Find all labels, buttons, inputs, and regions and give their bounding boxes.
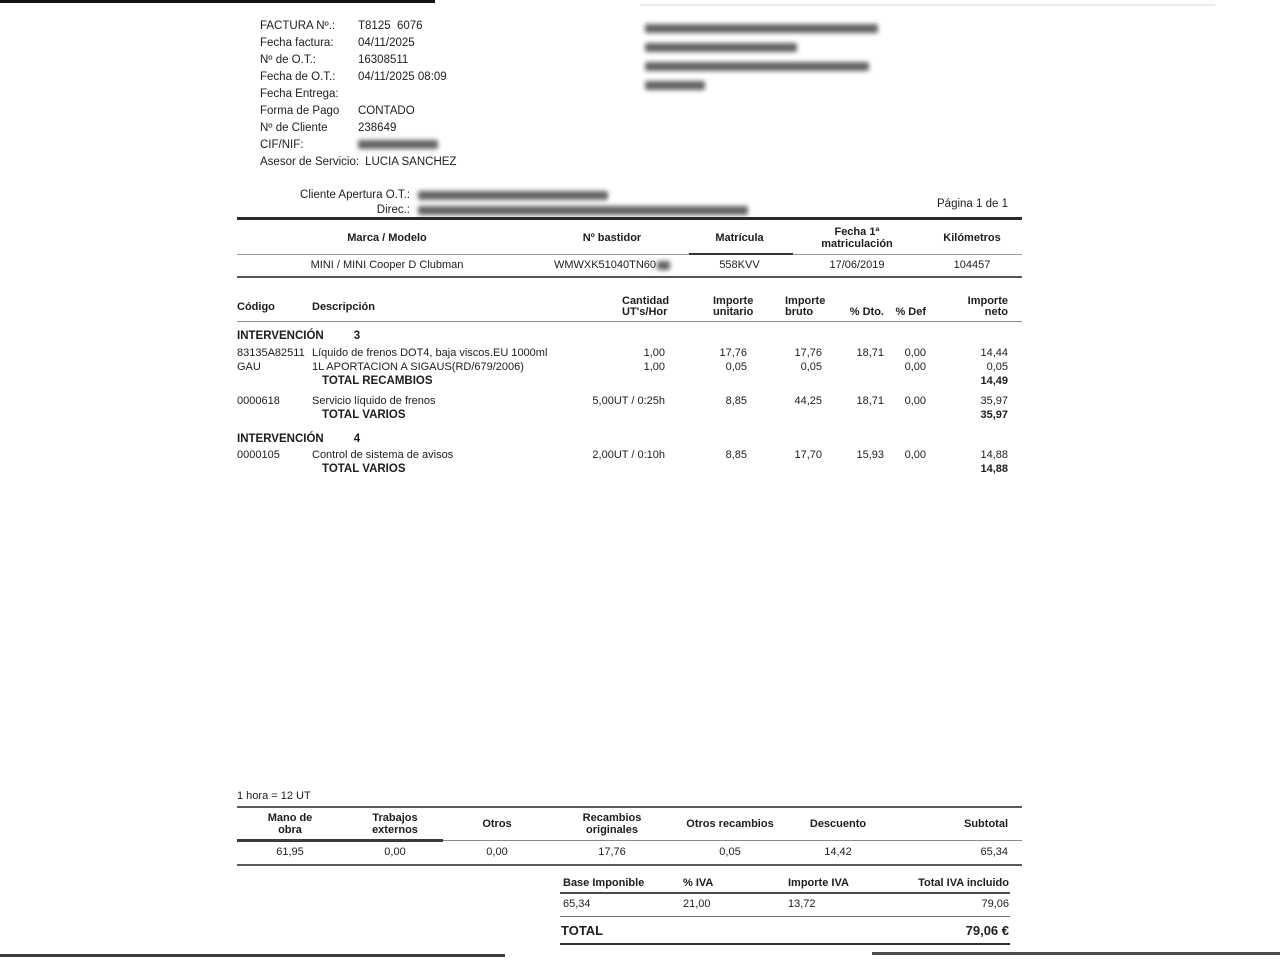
work-order-date-row (260, 69, 456, 86)
totals-summary-table (237, 790, 1022, 866)
item-def-pct: 0,00 (904, 395, 926, 407)
item-unit-price: 8,85 (725, 449, 747, 461)
item-def-pct: 0,00 (904, 347, 926, 359)
customer-number-row (260, 120, 456, 137)
summary-header-underline (237, 840, 1022, 841)
scan-artifact-top (0, 0, 435, 3)
page-number: Página 1 de 1 (937, 198, 1008, 210)
tax-vat-pct-value: 21,00 (683, 898, 711, 910)
grand-total-value: 79,06 € (965, 923, 1009, 938)
vehicle-header-underline (237, 254, 1022, 255)
vehicle-table (237, 224, 1022, 278)
item-net: 14,88 (980, 449, 1008, 461)
service-advisor-label: Asesor de Servicio: (260, 156, 360, 168)
invoice-date-label: Fecha factura: (260, 37, 334, 49)
invoice-date-row (260, 35, 456, 52)
item-discount-pct (822, 361, 884, 373)
summary-header-labor-line1: Mano de (267, 812, 313, 824)
items-header-gross-line2: bruto (785, 306, 814, 318)
summary-discount-value: 14,42 (824, 846, 852, 858)
total-recambios-value: 14,49 (980, 375, 1008, 387)
item-def-pct: 0,00 (904, 361, 926, 373)
total-recambios-row (237, 375, 1022, 387)
vehicle-vin-redacted-tail (657, 261, 670, 270)
customer-address-block-redacted (645, 24, 885, 100)
tax-header-vat-amount: Importe IVA (788, 877, 849, 889)
items-header-net (926, 296, 1022, 318)
total-varios-row (237, 409, 1022, 421)
tax-header-total-incl-vat: Total IVA incluido (918, 877, 1009, 889)
item-unit-price: 8,85 (725, 395, 747, 407)
vehicle-header-make-model: Marca / Modelo (347, 231, 427, 244)
summary-values-row (237, 841, 1022, 864)
invoice-date-value: 04/11/2025 (358, 37, 415, 49)
items-header-unit-price (665, 295, 754, 318)
item-quantity: 2,00UT / 0:10h (592, 449, 665, 461)
vehicle-header-first-registration (792, 227, 922, 250)
item-discount-pct: 18,71 (856, 347, 884, 359)
items-header-quantity-line2: UT's/Hor (622, 306, 668, 318)
summary-header-original-parts-line2: originales (586, 823, 638, 836)
delivery-date-row (260, 86, 456, 103)
scan-artifact-bottom-right (872, 952, 1280, 955)
summary-bottom-rule (237, 864, 1022, 866)
tax-base-value: 65,34 (563, 898, 591, 910)
invoice-number-label: FACTURA Nº.: (260, 20, 336, 32)
tax-header-vat-pct: % IVA (683, 877, 714, 889)
items-header-unit-price-line1: Importe (713, 295, 754, 307)
total-varios-value: 14,88 (980, 463, 1008, 475)
vehicle-header-first-registration-line1: Fecha 1ª (834, 226, 880, 238)
items-header-net-line1: Importe (967, 295, 1008, 307)
item-unit-price: 0,05 (725, 361, 747, 373)
hours-conversion-note: 1 hora = 12 UT (237, 790, 311, 802)
customer-region-redacted (645, 81, 705, 90)
work-order-number-label: Nº de O.T.: (260, 54, 316, 66)
address-row (237, 204, 748, 218)
address-label: Direc.: (376, 203, 410, 216)
summary-header-external-work (343, 813, 447, 836)
grand-total-rule (560, 943, 1010, 945)
summary-header-others: Otros (482, 817, 512, 830)
item-row (237, 361, 1022, 373)
vehicle-table-bottom-rule (237, 276, 1022, 278)
item-discount-pct: 15,93 (856, 449, 884, 461)
item-description: 1L APORTACION A SIGAUS(RD/679/2006) (312, 361, 524, 373)
intervention-4-label: INTERVENCIÓN (237, 433, 324, 445)
invoice-header-info (260, 18, 456, 171)
item-description: Control de sistema de avisos (312, 449, 454, 461)
service-advisor-value: LUCIA SANCHEZ (365, 156, 457, 168)
client-opening-block (237, 189, 748, 218)
grand-total-label: TOTAL (561, 923, 604, 938)
vehicle-kilometers: 104457 (953, 259, 991, 271)
scan-artifact-top-right (640, 4, 1215, 6)
scan-artifact-bottom-left (0, 954, 505, 957)
intervention-3-number: 3 (353, 330, 361, 342)
summary-header-external-work-line1: Trabajos (372, 812, 418, 824)
plate-underline-segment (689, 253, 793, 255)
item-gross: 44,25 (794, 395, 822, 407)
tax-total-incl-vat-value: 79,06 (981, 898, 1009, 910)
vehicle-header-vin: Nº bastidor (582, 231, 642, 244)
tax-header-base: Base Imponible (563, 877, 645, 889)
items-header-code: Código (237, 300, 275, 313)
work-order-date-value: 04/11/2025 08:09 (358, 71, 447, 83)
grand-total-row (560, 917, 1010, 943)
vehicle-header-plate: Matrícula (715, 231, 764, 244)
item-code: 0000618 (237, 395, 280, 407)
item-net: 14,44 (980, 347, 1008, 359)
item-row (237, 347, 1022, 359)
client-opening-redacted-value (418, 191, 608, 200)
item-def-pct: 0,00 (904, 449, 926, 461)
tax-total-table (560, 877, 1010, 945)
work-order-number-row (260, 52, 456, 69)
customer-street-redacted (645, 43, 797, 52)
items-header-discount-pct: % Dto. (849, 306, 884, 318)
summary-header-discount: Descuento (809, 817, 867, 830)
item-quantity: 5,00UT / 0:25h (592, 395, 665, 407)
payment-method-value: CONTADO (358, 105, 415, 117)
intervention-3-label: INTERVENCIÓN (237, 330, 324, 342)
tax-header-row (560, 877, 1010, 892)
vehicle-header-first-registration-line2: matriculación (821, 237, 893, 250)
tax-id-row (260, 137, 456, 154)
summary-header-original-parts (547, 813, 677, 836)
total-varios-value: 35,97 (980, 409, 1008, 421)
summary-subtotal-value: 65,34 (980, 846, 1008, 858)
items-header-row (237, 296, 1022, 318)
summary-header-labor-line2: obra (278, 823, 302, 836)
vehicle-vin (537, 260, 687, 272)
payment-method-row (260, 103, 456, 120)
labor-underline-segment (237, 839, 443, 842)
summary-header-other-parts: Otros recambios (686, 817, 774, 830)
customer-number-value: 238649 (358, 122, 397, 134)
tax-values-row (560, 894, 1010, 916)
item-code: 0000105 (237, 449, 280, 461)
work-order-date-label: Fecha de O.T.: (260, 71, 336, 83)
item-quantity: 1,00 (643, 347, 665, 359)
vehicle-table-header (237, 224, 1022, 254)
customer-name-redacted (645, 24, 878, 33)
items-header-description: Descripción (312, 300, 375, 313)
item-quantity: 1,00 (643, 361, 665, 373)
item-code: GAU (237, 361, 261, 373)
item-code: 83135A82511 (237, 347, 305, 359)
items-header-quantity (590, 295, 670, 318)
intervention-4-title (237, 433, 1022, 445)
address-redacted-value (418, 206, 748, 215)
invoice-number-value: T8125 6076 (358, 20, 423, 32)
intervention-3-title (237, 330, 1022, 342)
items-header-quantity-line1: Cantidad (622, 295, 670, 307)
intervention-4-number: 4 (353, 433, 361, 445)
total-varios-label: TOTAL VARIOS (322, 409, 406, 421)
invoice-number-row (260, 18, 456, 35)
item-net: 0,05 (986, 361, 1008, 373)
summary-header-labor (237, 813, 343, 836)
vehicle-table-row (237, 255, 1022, 276)
item-net: 35,97 (980, 395, 1008, 407)
vehicle-first-registration: 17/06/2019 (829, 259, 885, 271)
summary-original-parts-value: 17,76 (598, 846, 626, 858)
client-opening-label: Cliente Apertura O.T.: (300, 189, 410, 201)
items-header-net-line2: neto (984, 306, 1008, 318)
items-header-gross-line1: Importe (785, 295, 826, 307)
item-row (237, 395, 1022, 407)
summary-external-work-value: 0,00 (384, 846, 406, 858)
summary-header-row (237, 808, 1022, 840)
item-discount-pct: 18,71 (856, 395, 884, 407)
items-header-gross (747, 295, 826, 318)
vehicle-vin-text: WMWXK51040TN60 (553, 259, 657, 271)
item-gross: 17,76 (794, 347, 822, 359)
vehicle-plate: 558KVV (719, 259, 760, 271)
delivery-date-label: Fecha Entrega: (260, 88, 339, 100)
vehicle-header-kilometers: Kilómetros (943, 231, 1001, 244)
tax-id-label: CIF/NIF: (260, 139, 304, 151)
vehicle-make-model: MINI / MINI Cooper D Clubman (310, 259, 464, 271)
service-advisor-row (260, 154, 456, 171)
total-recambios-label: TOTAL RECAMBIOS (322, 375, 433, 387)
summary-others-value: 0,00 (486, 846, 508, 858)
payment-method-label: Forma de Pago (260, 105, 340, 117)
item-gross: 0,05 (800, 361, 822, 373)
item-gross: 17,70 (794, 449, 822, 461)
summary-header-original-parts-line1: Recambios (582, 812, 642, 824)
customer-city-redacted (645, 62, 869, 71)
items-header-unit-price-line2: unitario (713, 306, 754, 318)
customer-number-label: Nº de Cliente (260, 122, 328, 134)
line-items-table (237, 296, 1022, 475)
total-varios-row (237, 463, 1022, 475)
summary-header-external-work-line2: externos (372, 823, 418, 836)
summary-header-subtotal: Subtotal (964, 817, 1008, 830)
items-header-def-pct: % Def (895, 306, 926, 318)
item-unit-price: 17,76 (719, 347, 747, 359)
total-varios-label: TOTAL VARIOS (322, 463, 406, 475)
header-divider-rule (237, 217, 1022, 220)
item-description: Líquido de frenos DOT4, baja viscos.EU 1000ml (312, 347, 548, 359)
tax-vat-amount-value: 13,72 (788, 898, 816, 910)
client-opening-row (237, 189, 748, 203)
summary-labor-value: 61,95 (276, 846, 304, 858)
item-row (237, 449, 1022, 461)
work-order-number-value: 16308511 (358, 54, 409, 66)
items-header-underline (237, 321, 1022, 322)
tax-id-redacted-value (358, 140, 438, 149)
summary-other-parts-value: 0,05 (719, 846, 741, 858)
item-description: Servicio líquido de frenos (312, 395, 436, 407)
